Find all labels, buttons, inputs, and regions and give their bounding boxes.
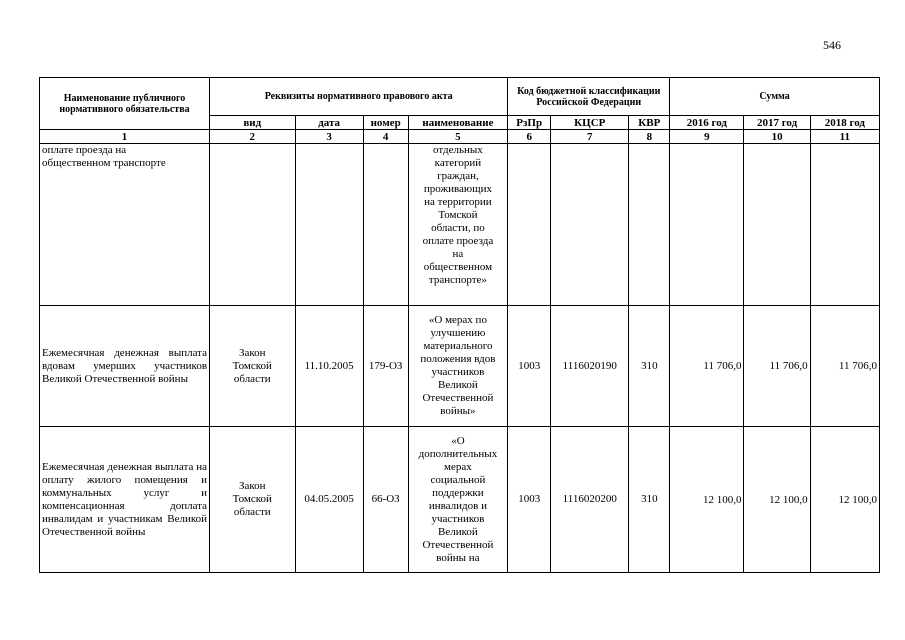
table-row bbox=[40, 144, 880, 306]
number-cell bbox=[363, 144, 408, 306]
sum-2018-cell: 12 100,0 bbox=[810, 427, 879, 573]
rzpr-cell bbox=[508, 144, 551, 306]
table-row bbox=[40, 306, 880, 427]
col-number: 9 bbox=[670, 130, 744, 144]
number-cell: 66-ОЗ bbox=[363, 427, 408, 573]
column-number-row bbox=[40, 130, 880, 144]
header-2017: 2017 год bbox=[744, 116, 810, 130]
header-sum: Сумма bbox=[670, 78, 880, 116]
obligation-cell bbox=[40, 306, 210, 427]
header-obligation-name: Наименование публичного нормативного обязательства bbox=[40, 78, 210, 130]
col-number: 7 bbox=[551, 130, 629, 144]
col-number: 3 bbox=[295, 130, 363, 144]
sum-2018-cell bbox=[810, 144, 879, 306]
col-number: 2 bbox=[210, 130, 296, 144]
kind-cell bbox=[210, 144, 296, 306]
header-2018: 2018 год bbox=[810, 116, 879, 130]
col-number: 5 bbox=[408, 130, 508, 144]
col-number: 6 bbox=[508, 130, 551, 144]
obligation-cell bbox=[40, 427, 210, 573]
table-header-row bbox=[40, 78, 880, 116]
page-number: 546 bbox=[823, 38, 841, 52]
sum-2017-cell bbox=[744, 144, 810, 306]
sum-2016-cell: 11 706,0 bbox=[670, 306, 744, 427]
header-rzpr: РзПр bbox=[508, 116, 551, 130]
col-number: 1 bbox=[40, 130, 210, 144]
header-number: номер bbox=[363, 116, 408, 130]
kind-cell: Закон Томской области bbox=[210, 306, 296, 427]
kcsr-cell: 1116020200 bbox=[551, 427, 629, 573]
kind-cell: Закон Томской области bbox=[210, 427, 296, 573]
date-cell: 11.10.2005 bbox=[295, 306, 363, 427]
date-cell: 04.05.2005 bbox=[295, 427, 363, 573]
kvr-cell: 310 bbox=[629, 306, 670, 427]
col-number: 10 bbox=[744, 130, 810, 144]
obligation-text: оплате проезда на общественном транспорте bbox=[42, 144, 166, 169]
kvr-cell: 310 bbox=[629, 427, 670, 573]
header-budget-code: Код бюджетной классификации Российской Федерации bbox=[508, 78, 670, 116]
col-number: 4 bbox=[363, 130, 408, 144]
sum-2018-cell: 11 706,0 bbox=[810, 306, 879, 427]
obligation-cell bbox=[40, 144, 210, 306]
kcsr-cell bbox=[551, 144, 629, 306]
obligations-table bbox=[39, 77, 880, 573]
header-kind: вид bbox=[210, 116, 296, 130]
sum-2016-cell: 12 100,0 bbox=[670, 427, 744, 573]
act-name-cell: «О мерах по улучшению материального положения вдов участников Великой Отечественной войны» bbox=[408, 306, 508, 427]
sum-2017-cell: 12 100,0 bbox=[744, 427, 810, 573]
rzpr-cell: 1003 bbox=[508, 427, 551, 573]
col-number: 11 bbox=[810, 130, 879, 144]
header-kcsr: КЦСР bbox=[551, 116, 629, 130]
header-act-name: наименование bbox=[408, 116, 508, 130]
obligation-text: Ежемесячная денежная выплата вдовам умерших участников Великой Отечественной войны bbox=[42, 346, 208, 385]
header-date: дата bbox=[295, 116, 363, 130]
act-name-cell: «О дополнительных мерах социальной поддержки инвалидов и участников Великой Отечественной войны на bbox=[408, 427, 508, 573]
table-row bbox=[40, 427, 880, 573]
date-cell bbox=[295, 144, 363, 306]
kcsr-cell: 1116020190 bbox=[551, 306, 629, 427]
sum-2016-cell bbox=[670, 144, 744, 306]
header-kvr: КВР bbox=[629, 116, 670, 130]
act-name-cell: отдельных категорий граждан, проживающих на территории Томской области, по оплате проезда на общественном транспорте» bbox=[408, 144, 508, 306]
obligation-text: Ежемесячная денежная выплата на оплату жилого помещения и коммунальных услуг и компенсационная доплата инвалидам и участникам Великой Отечественной войны bbox=[42, 460, 208, 538]
col-number: 8 bbox=[629, 130, 670, 144]
number-cell: 179-ОЗ bbox=[363, 306, 408, 427]
kvr-cell bbox=[629, 144, 670, 306]
header-2016: 2016 год bbox=[670, 116, 744, 130]
rzpr-cell: 1003 bbox=[508, 306, 551, 427]
header-legal-act: Реквизиты нормативного правового акта bbox=[210, 78, 508, 116]
sum-2017-cell: 11 706,0 bbox=[744, 306, 810, 427]
